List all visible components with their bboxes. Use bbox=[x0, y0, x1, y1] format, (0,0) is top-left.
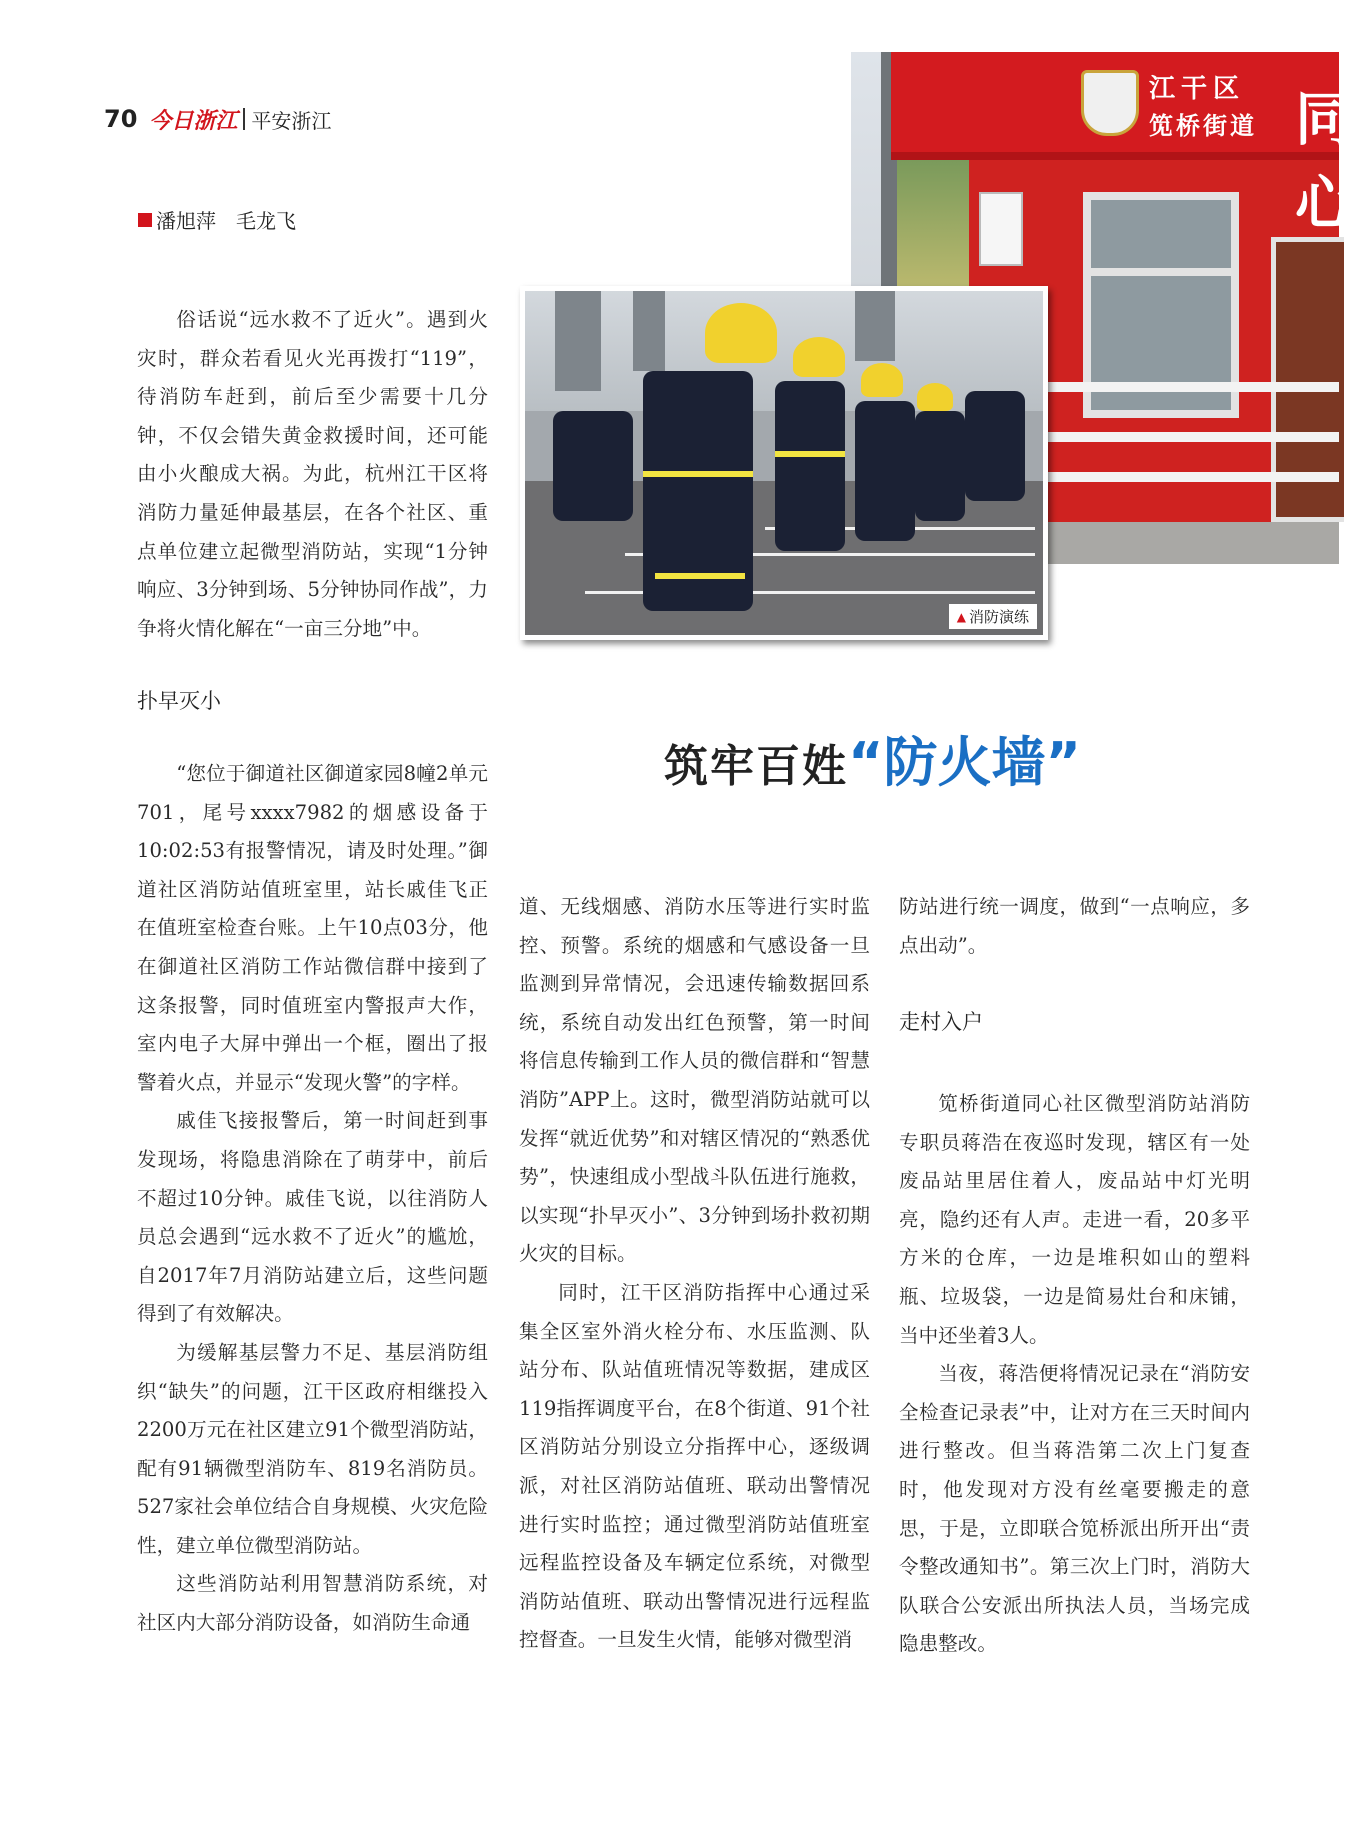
background-building bbox=[555, 291, 601, 391]
paragraph: 道、无线烟感、消防水压等进行实时监控、预警。系统的烟感和气感设备一旦监测到异常情况，会迅速传输数据回系统，系统自动发出红色预警，第一时间将信息传输到工作人员的微信群和“智慧消防”APP上。这时，微型消防站就可以发挥“就近优势”和对辖区情况的“熟悉优势”，快速组成小型战斗队伍进行施救，以实现“扑早灭小”、3分钟到场扑救初期火灾的目标。 bbox=[519, 895, 870, 1266]
station-sign-street: 笕桥街道 bbox=[1149, 112, 1257, 140]
fire-badge-icon bbox=[1081, 70, 1139, 136]
background-building bbox=[855, 291, 895, 361]
title-highlight: “防火墙” bbox=[848, 731, 1081, 794]
caption-triangle-icon: ▲ bbox=[956, 609, 966, 624]
author-name: 毛龙飞 bbox=[236, 209, 296, 233]
title-main: 筑牢百姓 bbox=[664, 741, 848, 792]
fire-drill-photo bbox=[520, 286, 1048, 640]
byline-marker-icon bbox=[138, 213, 152, 227]
firefighter-figure bbox=[775, 381, 845, 551]
reflective-band bbox=[655, 573, 745, 579]
article-column-2 bbox=[519, 888, 870, 1660]
article-column-1-intro bbox=[137, 301, 488, 648]
paragraph: 防站进行统一调度，做到“一点响应，多点出动”。 bbox=[899, 895, 1250, 957]
author-name: 潘旭萍 bbox=[156, 209, 216, 233]
station-sign-name: 同心 bbox=[1295, 85, 1353, 237]
photo-caption bbox=[949, 604, 1037, 629]
caption-text: 消防演练 bbox=[968, 608, 1029, 626]
header-divider bbox=[243, 108, 245, 130]
reflective-band bbox=[643, 471, 753, 477]
byline bbox=[138, 205, 296, 234]
window-frame bbox=[1083, 268, 1239, 276]
paragraph: 俗话说“远水救不了近火”。遇到火灾时，群众若看见火光再拨打“119”，待消防车赶到，前后至少需要十几分钟，不仅会错失黄金救援时间，还可能由小火酿成大祸。为此，杭州江干区将消防力量延伸最基层，在各个社区、重点单位建立起微型消防站，实现“1分钟响应、3分钟到场、5分钟协同作战”，力争将火情化解在“一亩三分地”中。 bbox=[137, 308, 488, 640]
paragraph: 这些消防站利用智慧消防系统，对社区内大部分消防设备，如消防生命通 bbox=[137, 1572, 488, 1635]
paragraph: 笕桥街道同心社区微型消防站消防专职员蒋浩在夜巡时发现，辖区有一处废品站里居住着人，废品站中灯光明亮，隐约还有人声。走进一看，20多平方米的仓库，一边是堆积如山的塑料瓶、垃圾袋，一边是简易灶台和床铺，当中还坐着3人。 bbox=[899, 1092, 1250, 1347]
firefighter-figure bbox=[855, 401, 915, 541]
article-title bbox=[664, 720, 1081, 797]
station-plaque bbox=[979, 192, 1023, 266]
paragraph: “您位于御道社区御道家园8幢2单元701，尾号xxxx7982的烟感设备于10:02:53有报警情况，请及时处理。”御道社区消防站值班室里，站长戚佳飞正在值班室检查台账。上午10点03分，他在御道社区消防工作站微信群中接到了这条报警，同时值班室内警报声大作，室内电子大屏中弹出一个框，圈出了报警着火点，并显示“发现火警”的字样。 bbox=[137, 762, 488, 1094]
firefighter-figure bbox=[965, 391, 1025, 501]
paragraph: 当夜，蒋浩便将情况记录在“消防安全检查记录表”中，让对方在三天时间内进行整改。但当蒋浩第二次上门复查时，他发现对方没有丝毫要搬走的意思，于是，立即联合笕桥派出所开出“责令整改通知书”。第三次上门时，消防大队联合公安派出所执法人员，当场完成隐患整改。 bbox=[899, 1362, 1250, 1656]
reflective-band bbox=[775, 451, 845, 457]
helmet bbox=[917, 383, 953, 411]
magazine-logo: 今日浙江 bbox=[149, 107, 238, 134]
paragraph: 同时，江干区消防指挥中心通过采集全区室外消火栓分布、水压监测、队站分布、队站值班情况等数据，建成区119指挥调度平台，在8个街道、91个社区消防站分别设立分指挥中心，逐级调派，对社区消防站值班、联动出警情况进行实时监控；通过微型消防站值班室远程监控设备及车辆定位系统，对微型消防站值班、联动出警情况进行远程监控督查。一旦发生火情，能够对微型消 bbox=[519, 1280, 870, 1652]
subheading: 扑早灭小 bbox=[137, 689, 221, 713]
background-building bbox=[633, 291, 665, 371]
station-sign-district: 江干区 bbox=[1149, 74, 1246, 104]
helmet bbox=[793, 337, 845, 377]
article-column-3 bbox=[899, 888, 1250, 965]
paragraph: 为缓解基层警力不足、基层消防组织“缺失”的问题，江干区政府相继投入2200万元在社区建立91个微型消防站，配有91辆微型消防车、819名消防员。527家社会单位结合自身规模、火灾危险性，建立单位微型消防站。 bbox=[137, 1340, 488, 1557]
page-number: 70 bbox=[104, 105, 138, 133]
helmet bbox=[705, 303, 777, 363]
helmet bbox=[861, 363, 903, 397]
article-column-3-section bbox=[899, 1085, 1250, 1664]
section-name: 平安浙江 bbox=[251, 108, 332, 133]
article-column-1 bbox=[137, 755, 488, 1643]
firefighter-figure bbox=[915, 411, 965, 521]
paragraph: 戚佳飞接报警后，第一时间赶到事发现场，将隐患消除在了萌芽中，前后不超过10分钟。戚佳飞说，以往消防人员总会遇到“远水救不了近火”的尴尬，自2017年7月消防站建立后，这些问题得到了有效解决。 bbox=[137, 1109, 488, 1326]
subheading: 走村入户 bbox=[899, 1010, 983, 1034]
page-header bbox=[104, 104, 331, 134]
station-sign bbox=[891, 52, 1353, 237]
firefighter-figure bbox=[553, 411, 633, 521]
